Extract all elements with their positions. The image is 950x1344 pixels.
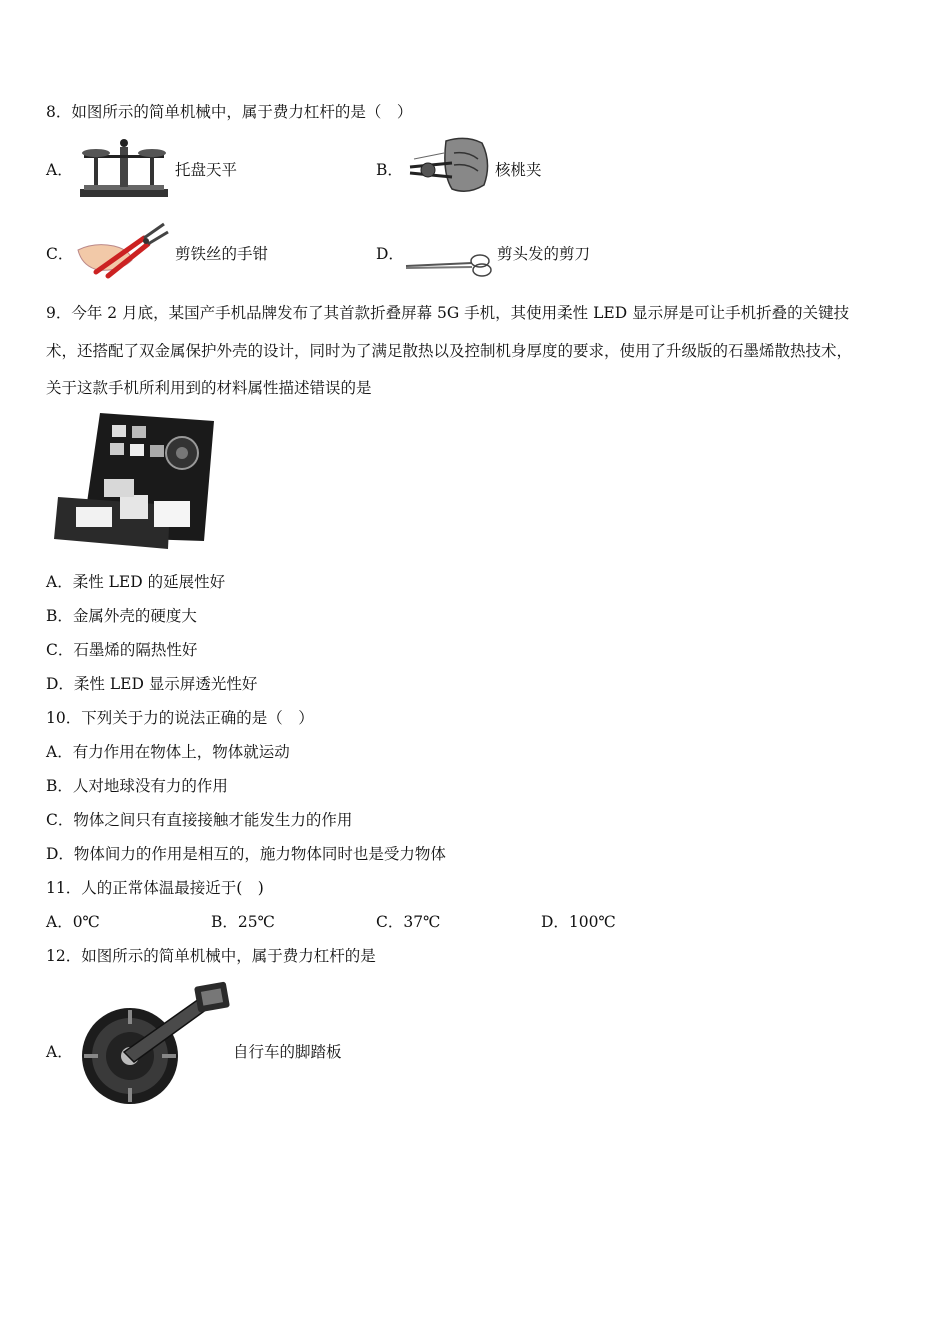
q10-option-c: C．物体之间只有直接接触才能发生力的作用 <box>46 811 353 829</box>
q8-option-a-text: 托盘天平 <box>175 161 238 179</box>
q8-stem: 8．如图所示的简单机械中，属于费力杠杆的是（ ） <box>46 103 413 121</box>
balance-scale-image <box>74 133 174 201</box>
q10-option-b: B．人对地球没有力的作用 <box>46 777 228 795</box>
q12-stem: 12．如图所示的简单机械中，属于费力杠杆的是 <box>46 947 376 965</box>
scissors-image <box>404 252 496 278</box>
q8-option-b-label: B． <box>376 161 403 179</box>
q9-option-c: C．石墨烯的隔热性好 <box>46 641 198 659</box>
q11-option-c: C．37℃ <box>376 913 441 931</box>
q11-option-a: A．0℃ <box>46 913 100 931</box>
q9-stem-line-1: 9．今年 2 月底，某国产手机品牌发布了其首款折叠屏幕 5G 手机，其使用柔性 LED 显示屏是可让手机折叠的关键技 <box>46 304 850 322</box>
q8-option-b-text: 核桃夹 <box>495 161 542 179</box>
bicycle-pedal-image <box>78 980 232 1112</box>
q12-option-a-label: A． <box>46 1043 73 1061</box>
pliers-image <box>74 220 170 280</box>
q8-option-d-label: D． <box>376 245 404 263</box>
folding-phone-image <box>52 409 216 551</box>
q8-option-a-label: A． <box>46 161 73 179</box>
q9-stem-line-2: 术，还搭配了双金属保护外壳的设计，同时为了满足散热以及控制机身厚度的要求，使用了升级版的石墨烯散热技术， <box>46 342 853 360</box>
q9-option-d: D．柔性 LED 显示屏透光性好 <box>46 675 258 693</box>
q8-option-c-text: 剪铁丝的手钳 <box>175 245 269 263</box>
q8-option-d-text: 剪头发的剪刀 <box>497 245 591 263</box>
q8-option-c-label: C． <box>46 245 74 263</box>
nutcracker-image <box>406 133 492 199</box>
q11-option-d: D．100℃ <box>541 913 616 931</box>
q9-option-a: A．柔性 LED 的延展性好 <box>46 573 226 591</box>
q11-option-b: B．25℃ <box>211 913 275 931</box>
q10-option-a: A．有力作用在物体上，物体就运动 <box>46 743 290 761</box>
q10-stem: 10．下列关于力的说法正确的是（ ） <box>46 709 314 727</box>
q11-stem: 11．人的正常体温最接近于( ) <box>46 879 264 897</box>
q12-option-a-text: 自行车的脚踏板 <box>233 1043 342 1061</box>
q10-option-d: D．物体间力的作用是相互的，施力物体同时也是受力物体 <box>46 845 446 863</box>
q9-option-b: B．金属外壳的硬度大 <box>46 607 197 625</box>
q9-stem-line-3: 关于这款手机所利用到的材料属性描述错误的是 <box>46 379 372 397</box>
